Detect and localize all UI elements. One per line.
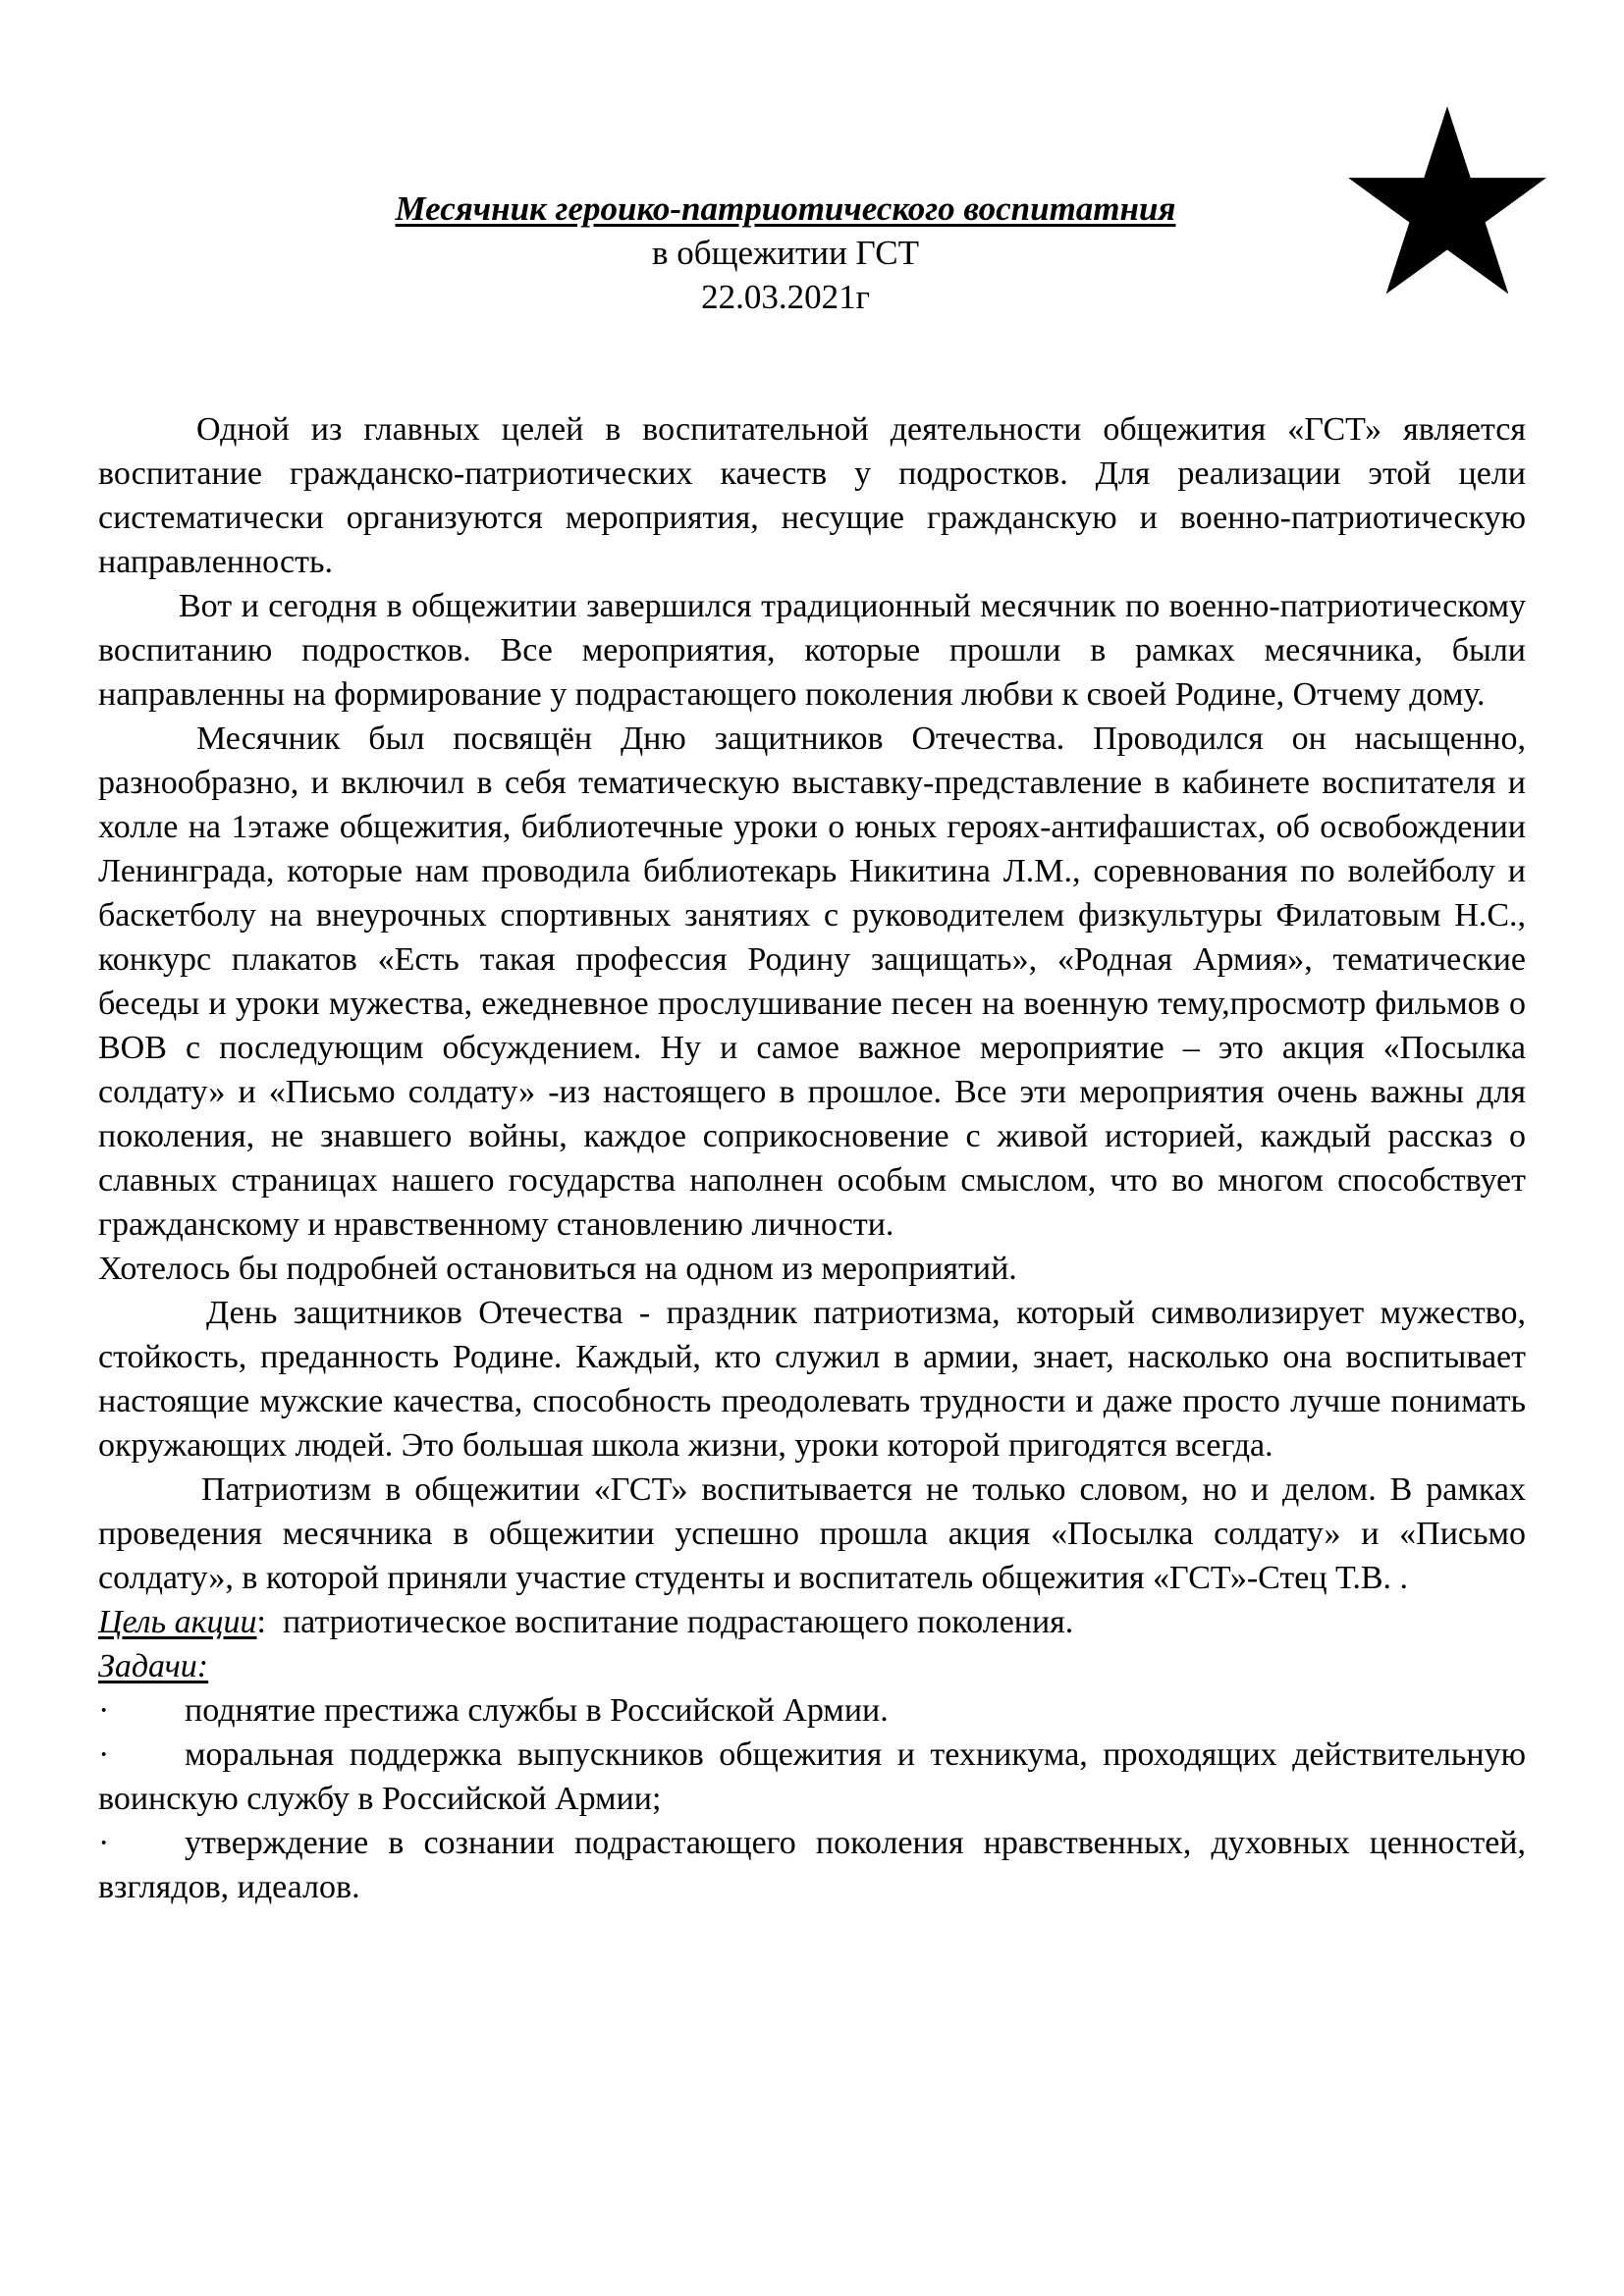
goal-separator: : [256, 1604, 266, 1640]
paragraph: Хотелось бы подробней остановиться на одном из мероприятий. [98, 1251, 1017, 1287]
document-title: Месячник героико-патриотического воспитатния [395, 189, 1176, 228]
paragraph: Патриотизм в общежитии «ГСТ» воспитывается не только словом, но и делом. В рамках проведения месячника в общежитии успешно прошла акция «Посылка солдату» и «Письмо солдату», в которой приняли участие студенты и воспитатель общежития «ГСТ»-Стец Т.В. . [98, 1471, 1526, 1596]
paragraph: Вот и сегодня в общежитии завершился традиционный месячник по военно-патриотическому воспитанию подростков. Все мероприятия, которые прошли в рамках месячника, были направленны на формирование у подрастающего поколения любви к своей Родине, Отчему дому. [98, 588, 1526, 713]
goal-text: патриотическое воспитание подрастающего поколения. [265, 1604, 1074, 1640]
document-body [98, 407, 1526, 1909]
tasks-label: Задачи: [98, 1648, 209, 1684]
list-item [98, 1821, 1526, 1909]
tasks-heading [98, 1644, 1526, 1688]
document-date: 22.03.2021г [701, 278, 870, 316]
goal-label: Цель акции [98, 1604, 257, 1640]
document-subtitle: в общежитии ГСТ [652, 234, 919, 272]
paragraph: День защитников Отечества - праздник патриотизма, который символизирует мужество, стойкость, преданность Родине. Каждый, кто служил в армии, знает, насколько она воспитывает настоящие мужские качества, способность преодолевать трудности и даже просто лучше понимать окружающих людей. Это большая школа жизни, уроки которой пригодятся всегда. [98, 1295, 1526, 1464]
task-text: поднятие престижа службы в Российской Армии. [185, 1692, 889, 1729]
paragraph: Одной из главных целей в воспитательной деятельности общежития «ГСТ» является воспитание гражданско-патриотических качеств у подростков. Для реализации этой цели систематически организуются мероприятия, несущие гражданскую и военно-патриотическую направленность. [98, 411, 1526, 580]
bullet-icon: · [98, 1692, 110, 1729]
bullet-icon: · [98, 1736, 110, 1773]
document-header [295, 187, 1276, 319]
list-item [98, 1733, 1526, 1821]
task-text: утверждение в сознании подрастающего поколения нравственных, духовных ценностей, взглядов, идеалов. [98, 1825, 1526, 1905]
goal-line [98, 1600, 1526, 1644]
paragraph: Месячник был посвящён Дню защитников Отечества. Проводился он насыщенно, разнообразно, и включил в себя тематическую выставку-представление в кабинете воспитателя и холле на 1этаже общежития, библиотечные уроки о юных героях-антифашистах, об освобождении Ленинграда, которые нам проводила библиотекарь Никитина Л.М., соревнования по волейболу и баскетболу на внеурочных спортивных занятиях с руководителем физкультуры Филатовым Н.С., конкурс плакатов «Есть такая профессия Родину защищать», «Родная Армия», тематические беседы и уроки мужества, ежедневное прослушивание песен на военную тему,просмотр фильмов о ВОВ с последующим обсуждением. Ну и самое важное мероприятие – это акция «Посылка солдату» и «Письмо солдату» -из настоящего в прошлое. Все эти мероприятия очень важны для поколения, не знавшего войны, каждое соприкосновение с живой историей, каждый рассказ о славных страницах нашего государства наполнен особым смыслом, что во многом способствует гражданскому и нравственному становлению личности. [98, 721, 1526, 1243]
task-text: моральная поддержка выпускников общежития и техникума, проходящих действительную воинскую службу в Российской Армии; [98, 1736, 1526, 1817]
star-icon [1343, 102, 1551, 310]
bullet-icon: · [98, 1825, 110, 1861]
list-item [98, 1688, 1526, 1733]
